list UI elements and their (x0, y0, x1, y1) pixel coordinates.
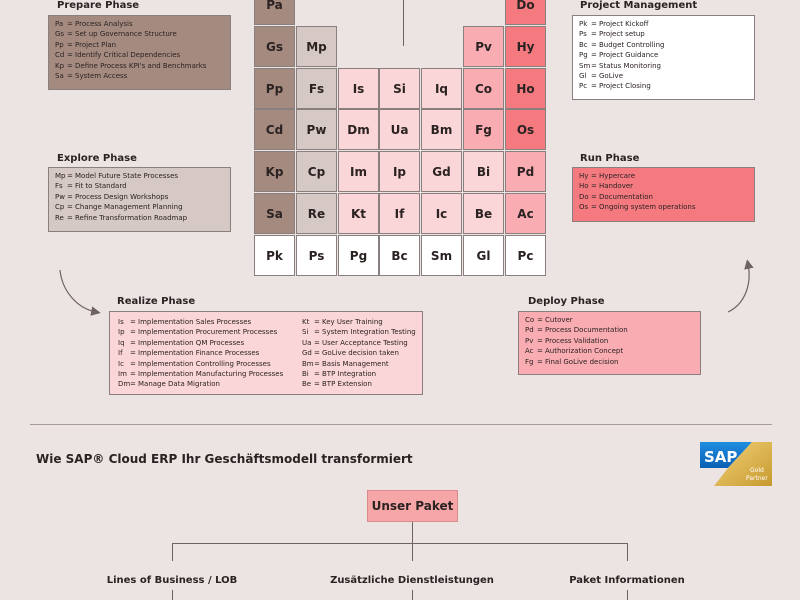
legend-equals: = (67, 61, 73, 70)
legend-label: BTP Integration (322, 370, 377, 379)
legend-code: Kp (55, 61, 65, 70)
legend-equals: = (314, 338, 320, 347)
legend-equals: = (314, 380, 320, 389)
legend-code: Pd (525, 326, 534, 335)
legend-label: Model Future State Processes (75, 172, 179, 180)
legend-code: Pw (55, 192, 65, 201)
legend-equals: = (591, 192, 597, 201)
legend-label: Ongoing system operations (599, 203, 696, 212)
element-cell-bm: Bm (421, 109, 462, 150)
element-cell-pv: Pv (463, 26, 504, 67)
legend-equals: = (130, 359, 136, 368)
legend-code: Cp (55, 203, 65, 212)
element-cell-fg: Fg (463, 109, 504, 150)
legend-equals: = (314, 318, 320, 326)
legend-label: Cutover (545, 316, 573, 324)
legend-label: Fit to Standard (75, 182, 127, 191)
legend-equals: = (130, 380, 136, 389)
tree-right-tail (627, 590, 628, 600)
legend-label: Hypercare (599, 172, 636, 180)
legend-label: Process Analysis (75, 20, 133, 28)
legend-equals: = (67, 182, 73, 191)
element-cell-pp: Pp (254, 68, 295, 109)
legend-label: Identify Critical Dependencies (75, 51, 181, 60)
legend-code: Is (118, 318, 124, 326)
element-cell-pa: Pa (254, 0, 295, 25)
legend-equals: = (67, 203, 73, 212)
legend-label: GoLive decision taken (322, 349, 399, 358)
element-cell-pk: Pk (254, 235, 295, 276)
element-cell-gd: Gd (421, 151, 462, 192)
legend-label: System Access (75, 72, 128, 81)
element-cell-cd: Cd (254, 109, 295, 150)
legend-code: Gs (55, 30, 65, 39)
element-cell-dm: Dm (338, 109, 379, 150)
sap-gold-partner-logo (700, 442, 772, 486)
tree-horizontal-line (172, 543, 628, 544)
legend-equals: = (67, 192, 73, 201)
badge-gold-text: Gold (750, 467, 764, 474)
legend-label: Process Design Workshops (75, 192, 169, 201)
legend-equals: = (130, 349, 136, 358)
element-cell-pc: Pc (505, 235, 546, 276)
element-cell-bi: Bi (463, 151, 504, 192)
element-cell-sm: Sm (421, 235, 462, 276)
element-cell-if: If (379, 193, 420, 234)
legend-equals: = (537, 347, 543, 356)
legend-equals: = (591, 20, 597, 28)
legend-label: Project Kickoff (599, 20, 649, 28)
legend-code: Bi (302, 370, 309, 379)
legend-equals: = (314, 359, 320, 368)
legend-label: User Acceptance Testing (322, 338, 408, 347)
legend-label: GoLive (599, 72, 624, 81)
deploy-phase-title: Deploy Phase (528, 296, 605, 307)
legend-equals: = (591, 51, 597, 60)
element-cell-be: Be (463, 193, 504, 234)
element-cell-ho: Ho (505, 68, 546, 109)
legend-code: Pg (579, 51, 588, 60)
project-management-title: Project Management (580, 0, 698, 11)
legend-code: Co (525, 316, 535, 324)
legend-equals: = (67, 72, 73, 81)
legend-code: Do (579, 192, 589, 201)
legend-equals: = (591, 30, 597, 39)
element-cell-co: Co (463, 68, 504, 109)
legend-label: Budget Controlling (599, 40, 665, 49)
legend-equals: = (591, 182, 597, 191)
element-cell-ua: Ua (379, 109, 420, 150)
element-cell-sa: Sa (254, 193, 295, 234)
legend-code: Cd (55, 51, 65, 60)
legend-label: Implementation Finance Processes (138, 349, 260, 358)
tree-left-tail (172, 590, 173, 600)
legend-code: Bc (579, 40, 588, 49)
legend-label: Implementation Manufacturing Processes (138, 370, 284, 379)
legend-equals: = (591, 72, 597, 81)
legend-equals: = (130, 370, 136, 379)
element-cell-gl: Gl (463, 235, 504, 276)
legend-code: Iq (118, 338, 125, 347)
legend-label: Process Documentation (545, 326, 628, 335)
legend-code: Pp (55, 40, 64, 49)
legend-code: Pa (55, 20, 64, 28)
tree-middle-drop (412, 543, 413, 561)
legend-equals: = (130, 328, 136, 337)
legend-label: Change Management Planning (75, 203, 183, 212)
element-cell-re: Re (296, 193, 337, 234)
legend-label: BTP Extension (322, 380, 372, 389)
arrow-deploy-to-run (728, 264, 749, 312)
legend-equals: = (591, 82, 597, 91)
legend-equals: = (67, 51, 73, 60)
branch-package-info: Paket Informationen (569, 575, 685, 586)
legend-equals: = (67, 30, 73, 39)
legend-equals: = (591, 61, 597, 70)
legend-label: Documentation (599, 192, 653, 201)
legend-equals: = (314, 370, 320, 379)
element-cell-pd: Pd (505, 151, 546, 192)
legend-label: Refine Transformation Roadmap (75, 213, 188, 222)
element-cell-ac: Ac (505, 193, 546, 234)
legend-equals: = (591, 40, 597, 49)
legend-equals: = (67, 213, 73, 222)
legend-code: Kt (302, 318, 310, 326)
legend-label: Authorization Concept (545, 347, 624, 356)
legend-equals: = (314, 328, 320, 337)
element-cell-bc: Bc (379, 235, 420, 276)
legend-code: Os (579, 203, 589, 212)
element-cell-gs: Gs (254, 26, 295, 67)
element-cell-im: Im (338, 151, 379, 192)
legend-label: Process Validation (545, 336, 609, 345)
legend-code: Dm (118, 380, 131, 389)
element-cell-os: Os (505, 109, 546, 150)
branch-lob: Lines of Business / LOB (106, 575, 238, 586)
legend-code: Pv (525, 336, 534, 345)
legend-code: Ps (579, 30, 587, 39)
legend-code: Pk (579, 20, 588, 28)
sap-brand-text: SAP (704, 448, 738, 466)
legend-label: Define Process KPI's and Benchmarks (75, 61, 207, 70)
element-cell-ps: Ps (296, 235, 337, 276)
legend-label: Project setup (599, 30, 645, 39)
element-cell-mp: Mp (296, 26, 337, 67)
legend-code: Fg (525, 357, 534, 366)
legend-code: Be (302, 380, 312, 389)
element-cell-cp: Cp (296, 151, 337, 192)
legend-label: Status Monitoring (599, 61, 661, 70)
legend-code: Gd (302, 349, 312, 358)
legend-label: Basis Management (322, 359, 389, 368)
legend-equals: = (537, 326, 543, 335)
legend-code: Pc (579, 82, 588, 91)
prepare-phase-title: Prepare Phase (57, 0, 140, 11)
tree-trunk-line (412, 522, 413, 544)
legend-equals: = (537, 316, 543, 324)
legend-equals: = (67, 172, 73, 180)
legend-code: Ac (525, 347, 534, 356)
section-divider (30, 424, 772, 425)
package-box: Unser Paket (367, 490, 458, 522)
legend-equals: = (591, 203, 597, 212)
legend-label: Project Guidance (599, 51, 659, 60)
legend-label: System Integration Testing (322, 328, 416, 337)
run-phase-title: Run Phase (580, 153, 640, 164)
badge-partner-text: Partner (746, 475, 768, 482)
realize-phase-title: Realize Phase (117, 296, 196, 307)
legend-code: Hy (579, 172, 589, 180)
legend-code: Sm (579, 61, 591, 70)
legend-code: Si (302, 328, 309, 337)
element-cell-do: Do (505, 0, 546, 25)
element-cell-fs: Fs (296, 68, 337, 109)
legend-equals: = (591, 172, 597, 180)
legend-label: Implementation Procurement Processes (138, 328, 278, 337)
element-cell-iq: Iq (421, 68, 462, 109)
element-cell-hy: Hy (505, 26, 546, 67)
legend-label: Key User Training (322, 318, 383, 326)
element-cell-pw: Pw (296, 109, 337, 150)
legend-label: Project Closing (599, 82, 651, 91)
legend-code: Bm (302, 359, 314, 368)
legend-label: Implementation Controlling Processes (138, 359, 271, 368)
legend-equals: = (67, 20, 73, 28)
branch-additional-services: Zusätzliche Dienstleistungen (330, 575, 494, 586)
legend-label: Handover (599, 182, 634, 191)
element-cell-is: Is (338, 68, 379, 109)
legend-label: Final GoLive decision (545, 357, 619, 366)
legend-equals: = (130, 338, 136, 347)
arrow-explore-to-realize (60, 270, 96, 312)
legend-label: Project Plan (75, 40, 117, 49)
sap-logo-icon (700, 442, 772, 486)
legend-code: If (118, 349, 123, 358)
legend-equals: = (537, 336, 543, 345)
legend-code: Ip (118, 328, 125, 337)
tree-left-drop (172, 543, 173, 561)
legend-equals: = (314, 349, 320, 358)
explore-phase-title: Explore Phase (57, 153, 137, 164)
element-cell-kt: Kt (338, 193, 379, 234)
page-heading: Wie SAP® Cloud ERP Ihr Geschäftsmodell transformiert (36, 452, 413, 466)
legend-label: Set up Governance Structure (75, 30, 177, 39)
element-cell-pg: Pg (338, 235, 379, 276)
legend-code: Re (55, 213, 64, 222)
legend-equals: = (537, 357, 543, 366)
legend-code: Gl (579, 72, 587, 81)
legend-code: Fs (55, 182, 63, 191)
element-cell-kp: Kp (254, 151, 295, 192)
legend-label: Implementation QM Processes (138, 338, 245, 347)
element-cell-si: Si (379, 68, 420, 109)
legend-code: Ic (118, 359, 124, 368)
legend-label: Manage Data Migration (138, 380, 220, 389)
legend-code: Im (118, 370, 127, 379)
tree-right-drop (627, 543, 628, 561)
legend-equals: = (130, 318, 136, 326)
legend-code: Ua (302, 338, 312, 347)
legend-code: Ho (579, 182, 589, 191)
tree-middle-tail (412, 590, 413, 600)
legend-code: Sa (55, 72, 64, 81)
legend-equals: = (67, 40, 73, 49)
element-cell-ip: Ip (379, 151, 420, 192)
legend-label: Implementation Sales Processes (138, 318, 252, 326)
legend-code: Mp (55, 172, 66, 180)
element-cell-ic: Ic (421, 193, 462, 234)
